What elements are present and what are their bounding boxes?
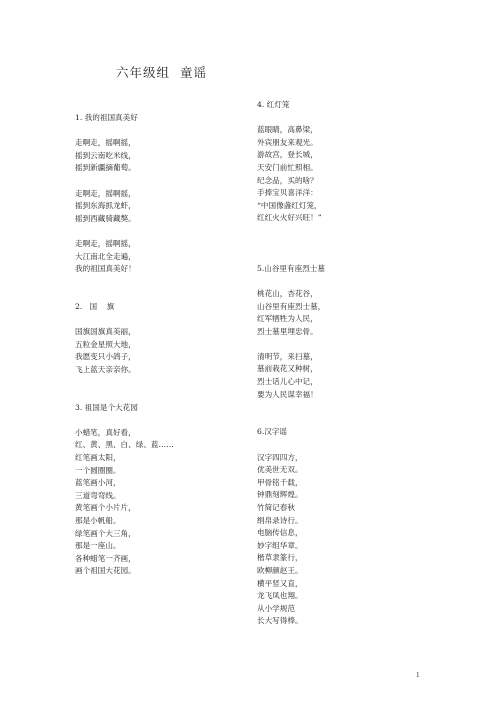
rhyme-line: 绿笔画个大三角， — [75, 528, 136, 538]
blank-line — [257, 401, 432, 414]
rhyme-line: 走啊走，摇啊摇， — [75, 238, 136, 248]
rhyme-line: 摇到新疆摘葡萄。 — [75, 163, 136, 173]
rhyme-line: 甲骨铭千载， — [257, 477, 303, 487]
rhyme-line: 蓝笔画小河， — [75, 478, 121, 488]
blank-line — [75, 376, 250, 389]
rhyme-line: 优美世无双。 — [257, 465, 303, 475]
rhyme-line: 钟鼎刻辉煌。 — [257, 490, 303, 500]
rhyme-section — [257, 99, 432, 263]
rhyme-line: 山谷里有座烈士墓， — [257, 301, 326, 311]
rhyme-line: 飞上蓝天亲亲你。 — [75, 364, 136, 374]
rhyme-line: 电脑传信息， — [257, 528, 303, 538]
rhyme-line: 摇到云南吃米线， — [75, 150, 136, 160]
blank-line — [257, 238, 432, 251]
rhyme-line: 我愿变只小鸽子， — [75, 352, 136, 362]
rhyme-line: 妙字组华章。 — [257, 540, 303, 550]
rhyme-line: 走啊走，摇啊摇， — [75, 138, 136, 148]
blank-line — [75, 414, 250, 427]
rhyme-line: 楷草隶篆行， — [257, 553, 303, 563]
rhyme-line: 外宾朋友来观光。 — [257, 137, 318, 147]
rhyme-line: 竹简记春秋 — [257, 503, 295, 512]
rhyme-line: 纪念品，买的啥？ — [257, 175, 318, 185]
rhyme-line: 大江南北全走遍， — [75, 251, 136, 261]
blank-line — [257, 112, 432, 125]
rhyme-section — [75, 402, 250, 578]
rhyme-heading: 1. 我的祖国真美好 — [75, 113, 138, 122]
rhyme-line: 绢帛录诗行。 — [257, 515, 303, 525]
rhyme-line: “中国像盏红灯笼， — [257, 200, 322, 210]
rhyme-line: 走啊走，摇啊摇， — [75, 188, 136, 198]
rhyme-section — [75, 112, 250, 301]
rhyme-line: 摇到东海抓龙虾， — [75, 201, 136, 211]
rhyme-line: 蓝眼睛，高鼻梁， — [257, 125, 318, 135]
blank-line — [75, 276, 250, 289]
rhyme-line: 手捧宝贝喜洋洋： — [257, 188, 318, 198]
rhyme-line: 清明节，来扫墓， — [257, 351, 318, 361]
blank-line — [75, 314, 250, 327]
rhyme-line: 三道弯弯线。 — [75, 490, 121, 500]
rhyme-line: 国旗国旗真美丽， — [75, 327, 136, 337]
rhyme-line: 墓前栽花又种树， — [257, 364, 318, 374]
page-number: 1 — [416, 671, 420, 679]
rhyme-section — [257, 426, 432, 628]
blank-line — [257, 338, 432, 351]
rhyme-line: 那是一座山。 — [75, 541, 121, 551]
rhyme-section — [75, 301, 250, 402]
rhyme-line: 那是小帆船。 — [75, 516, 121, 525]
page-title: 六年级组 童谣 — [116, 65, 207, 80]
rhyme-line: 红、黄、黑、白、绿、蓝…… — [75, 440, 174, 450]
rhyme-line: 游故宫，登长城， — [257, 150, 318, 160]
rhyme-section — [257, 263, 432, 427]
rhyme-heading: 6.汉字谣 — [257, 427, 288, 437]
blank-line — [257, 225, 432, 238]
left-column — [75, 112, 250, 578]
rhyme-line: 五粒金星照大地， — [75, 339, 136, 349]
rhyme-line: 从小学规范 — [257, 603, 295, 613]
blank-line — [75, 225, 250, 238]
rhyme-line: 汉字四四方， — [257, 452, 303, 462]
rhyme-line: 横平竖又直， — [257, 578, 303, 588]
rhyme-line: 欧柳颜赵王。 — [257, 565, 303, 575]
right-column — [257, 99, 432, 628]
rhyme-line: 龙飞凤也翔。 — [257, 591, 303, 601]
blank-line — [75, 125, 250, 138]
rhyme-line: 各种蜡笔一齐画， — [75, 553, 136, 563]
rhyme-line: 桃花山，杏花谷， — [257, 288, 318, 298]
rhyme-line: 小蜡笔，真好看， — [75, 427, 136, 437]
rhyme-line: 要为人民谋幸福！ — [257, 389, 318, 399]
blank-line — [257, 250, 432, 263]
blank-line — [257, 275, 432, 288]
blank-line — [75, 175, 250, 188]
blank-line — [75, 389, 250, 402]
blank-line — [257, 439, 432, 452]
rhyme-line: 长大写得棒。 — [257, 616, 303, 626]
rhyme-line: 红军牺牲为人民， — [257, 314, 318, 324]
blank-line — [257, 414, 432, 427]
rhyme-line: 黄笔画个小片片， — [75, 503, 136, 513]
rhyme-heading: 3. 祖国是个大花园 — [75, 402, 138, 412]
rhyme-line: 天安门前忙照相。 — [257, 162, 318, 172]
rhyme-line: 烈士墓里埋忠骨。 — [257, 326, 318, 336]
rhyme-line: 摇到西藏骑藏獒。 — [75, 213, 136, 223]
rhyme-line: 烈士话儿心中记， — [257, 377, 318, 387]
rhyme-line: 我的祖国真美好！ — [75, 264, 136, 274]
rhyme-line: 一个圆圈圈。 — [75, 465, 121, 475]
rhyme-line: 画个祖国大花园。 — [75, 566, 136, 576]
rhyme-heading: 2. 国 旗 — [75, 301, 115, 311]
rhyme-line: 红红火火好兴旺！” — [257, 213, 322, 223]
rhyme-heading: 5.山谷里有座烈士墓 — [257, 263, 325, 273]
rhyme-heading: 4. 红灯笼 — [257, 100, 290, 109]
rhyme-line: 红笔画太阳， — [75, 453, 121, 463]
blank-line — [75, 288, 250, 301]
